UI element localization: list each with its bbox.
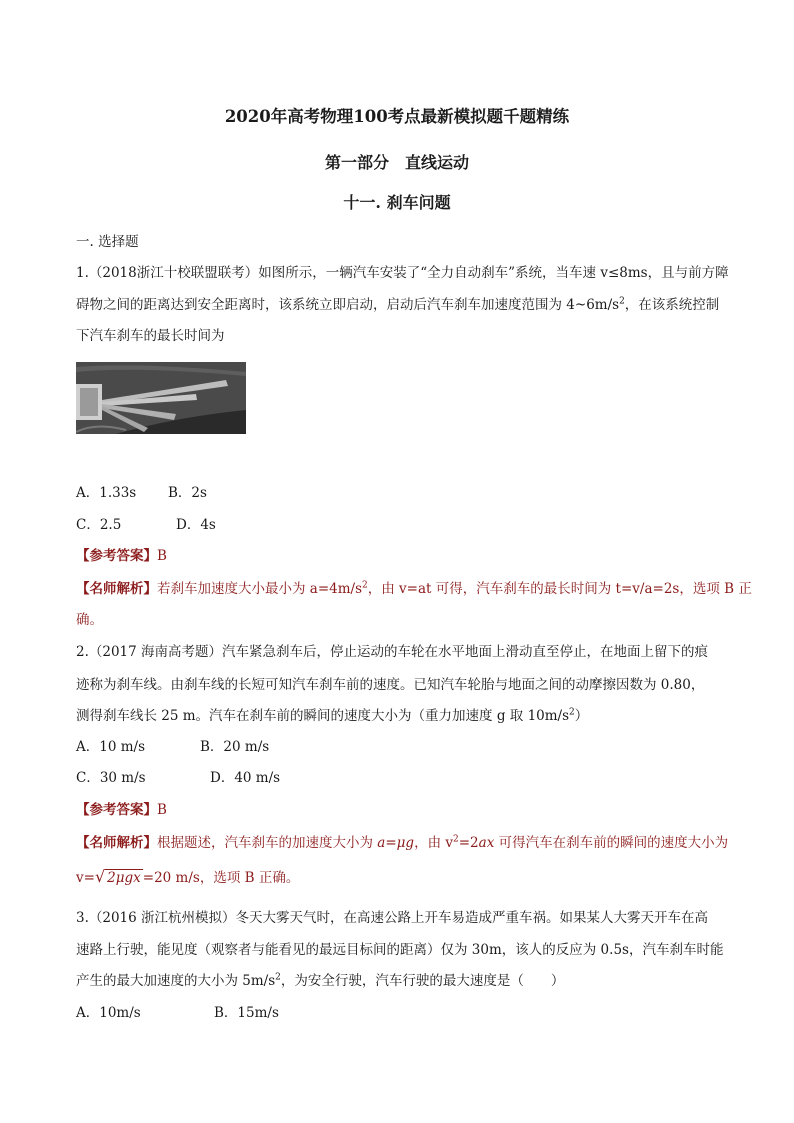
q1-line1: 1.（2018浙江十校联盟联考）如图所示，一辆汽车安装了“全力自动刹车”系统，当车速 v≤8ms，且与前方障 bbox=[76, 265, 729, 281]
car-sensor-figure bbox=[76, 362, 246, 434]
answer-value: B bbox=[157, 548, 167, 564]
q3-line3 bbox=[76, 972, 726, 990]
q2-options-row2 bbox=[76, 769, 726, 787]
q2-line3 bbox=[76, 707, 726, 725]
q1-answer bbox=[76, 547, 726, 565]
option-d[interactable]: D．4s bbox=[176, 517, 216, 533]
q2-line2: 迹称为刹车线。由刹车线的长短可知汽车刹车前的速度。已知汽车轮胎与地面之间的动摩擦因数为 0.80， bbox=[76, 677, 705, 693]
superscript: 2 bbox=[275, 972, 281, 983]
option-d[interactable]: D．40 m/s bbox=[210, 770, 281, 786]
answer-tag: 【参考答案】 bbox=[76, 802, 157, 818]
analysis-text-end: ，由 v=at 可得，汽车刹车的最长时间为 t=v/a=2s，选项 B 正 bbox=[367, 581, 752, 597]
analysis-tag: 【名师解析】 bbox=[76, 581, 157, 597]
option-c[interactable]: C．30 m/s bbox=[76, 770, 146, 786]
q2-analysis-line1 bbox=[76, 834, 729, 852]
sqrt-radicand: 2μgx bbox=[107, 870, 141, 886]
sqrt-formula: √ 2μgx bbox=[94, 867, 141, 886]
option-b[interactable]: B．2s bbox=[168, 485, 207, 501]
q1-analysis-line1 bbox=[76, 580, 752, 598]
analysis-text: 根据题述，汽车刹车的加速度大小为 bbox=[157, 835, 378, 851]
q2-analysis-line2 bbox=[76, 868, 726, 887]
q2-line1: 2.（2017 海南高考题）汽车紧急刹车后，停止运动的车轮在水平地面上滑动直至停止，在地面上留下的痕 bbox=[76, 644, 709, 660]
q1-line3: 下汽车刹车的最长时间为 bbox=[76, 328, 225, 344]
q3-options-row1 bbox=[76, 1004, 726, 1022]
superscript: 2 bbox=[569, 707, 575, 718]
q2-answer bbox=[76, 801, 726, 819]
answer-value: B bbox=[157, 802, 167, 818]
document-title: 2020年高考物理100考点最新模拟题千题精练 bbox=[224, 107, 570, 126]
q1-line2-text-end: ，在该系统控制 bbox=[624, 297, 720, 313]
q1-line2 bbox=[76, 296, 726, 314]
superscript: 2 bbox=[619, 296, 625, 307]
option-a[interactable]: A．10 m/s bbox=[76, 739, 145, 755]
q3-line3-text-end: ，为安全行驶，汽车行驶的最大速度是（ ） bbox=[280, 973, 565, 989]
q2-options-row1 bbox=[76, 738, 726, 756]
analysis-text-end: 可得汽车在刹车前的瞬间的速度大小为 bbox=[494, 835, 729, 851]
formula-a: a=μg bbox=[377, 835, 415, 851]
q3-line3-text: 产生的最大加速度的大小为 5m/s bbox=[76, 973, 276, 989]
analysis-text-end: =20 m/s，选项 B 正确。 bbox=[142, 870, 300, 886]
q1-options-row2 bbox=[76, 516, 726, 534]
option-a[interactable]: A．1.33s bbox=[76, 485, 137, 501]
analysis-text: =2 bbox=[458, 835, 479, 851]
analysis-text: 若刹车加速度大小最小为 a=4m/s bbox=[157, 581, 363, 597]
option-b[interactable]: B．15m/s bbox=[214, 1005, 279, 1021]
question-type-heading: 一. 选择题 bbox=[76, 234, 139, 250]
q1-analysis-line2: 确。 bbox=[76, 612, 103, 628]
analysis-text: ，由 v bbox=[414, 835, 453, 851]
answer-tag: 【参考答案】 bbox=[76, 548, 157, 564]
section-title: 十一. 刹车问题 bbox=[343, 193, 451, 212]
analysis-tag: 【名师解析】 bbox=[76, 835, 157, 851]
q3-line2: 速路上行驶，能见度（观察者与能看见的最远目标间的距离）仅为 30m，该人的反应为 0.5s，汽车刹车时能 bbox=[76, 942, 724, 958]
analysis-text: v= bbox=[76, 870, 95, 886]
q1-line2-text: 碍物之间的距离达到安全距离时，该系统立即启动，启动后汽车刹车加速度范围为 4~6m/s bbox=[76, 297, 620, 313]
q2-line3-text-end: ） bbox=[574, 708, 589, 724]
superscript: 2 bbox=[362, 580, 368, 591]
option-b[interactable]: B．20 m/s bbox=[200, 739, 270, 755]
q1-options-row1 bbox=[76, 484, 726, 502]
option-c[interactable]: C．2.5 bbox=[76, 517, 122, 533]
option-a[interactable]: A．10m/s bbox=[76, 1005, 141, 1021]
part-title: 第一部分 直线运动 bbox=[324, 153, 469, 172]
q3-line1: 3.（2016 浙江杭州模拟）冬天大雾天气时，在高速公路上开车易造成严重车祸。如果某人大雾天开车在高 bbox=[76, 910, 709, 926]
q2-line3-text: 测得刹车线长 25 m。汽车在刹车前的瞬间的速度大小为（重力加速度 g 取 10m/s bbox=[76, 708, 570, 724]
formula-ax: ax bbox=[478, 835, 495, 851]
superscript: 2 bbox=[453, 834, 459, 845]
